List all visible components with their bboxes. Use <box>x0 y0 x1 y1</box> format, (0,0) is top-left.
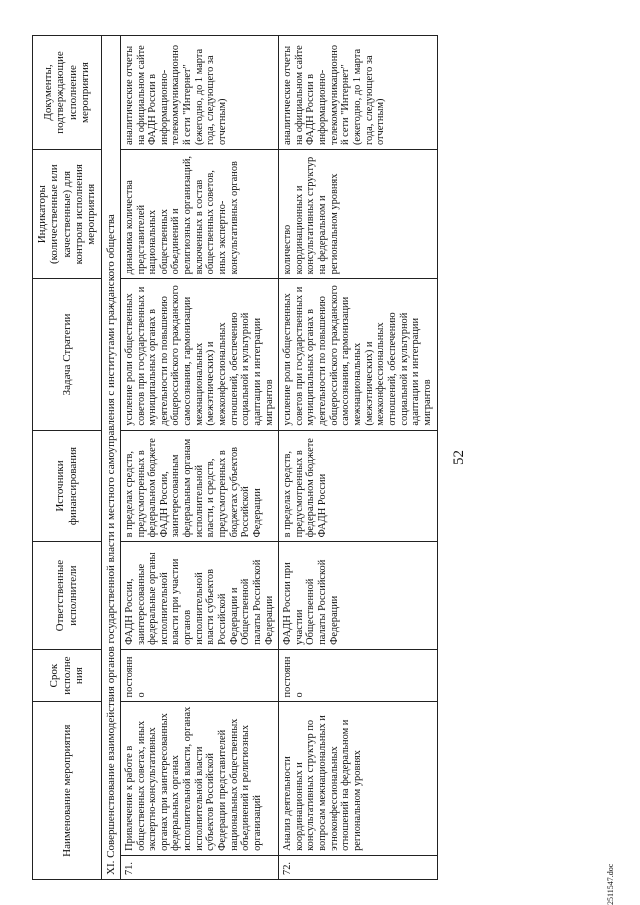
measure-responsible: ФАДН России, заинтересованные федеральные органы исполнительной власти при участии органов исполнительной власти субъектов Российской Федерации и Общественной палаты Российской Федерации <box>120 542 278 649</box>
header-task: Задача Стратегии <box>33 279 102 430</box>
document-code: 2511547.doc <box>606 863 615 905</box>
measure-financing: в пределах средств, предусмотренных в федеральном бюджете ФАДН России, заинтересованным федеральным органам исполнительной власти, и средств, предусмотренных в бюджетах субъектов Российской Федерации <box>120 430 278 542</box>
section-row <box>101 36 120 880</box>
header-responsible: Ответственные исполнители <box>33 542 102 649</box>
measure-documents: аналитические отчеты на официальном сайте ФАДН России в информационно-телекоммуникационной сети "Интернет" (ежегодно, до 1 марта года, следующего за отчетным) <box>120 36 278 150</box>
measure-responsible: ФАДН России при участии Общественной палаты Российской Федерации <box>279 542 437 649</box>
measure-financing: в пределах средств, предусмотренных в федеральном бюджете ФАДН России <box>279 430 437 542</box>
measure-name: Привлечение к работе в общественных советах, иных экспертно-консультативных органах при заинтересованных федеральных органах исполнительной власти, органах исполнительной власти субъектов Российской Федерации представителей национальных общественных объединений и религиозных организаций <box>120 702 278 855</box>
measure-task: усиление роли общественных советов при государственных и муниципальных органах в деятельности по повышению общероссийского гражданского самосознания, гармонизации межнациональных (межэтнических) и межконфессиональных отношений, обеспечению социальной и культурной адаптации и интеграции мигрантов <box>279 279 437 430</box>
table-row <box>279 36 437 880</box>
section-title: XI. Совершенствование взаимодействия органов государственной власти и местного самоуправления с институтами гражданского общества <box>101 36 120 880</box>
measure-term: постоянно <box>120 649 278 702</box>
measure-documents: аналитические отчеты на официальном сайте ФАДН России в информационно-телекоммуникационной сети "Интернет" (ежегодно, до 1 марта года, следующего за отчетным) <box>279 36 437 150</box>
page-number: 52 <box>451 450 467 465</box>
measure-indicators: количество координационных и консультативных структур на федеральном и региональном уровнях <box>279 150 437 279</box>
table-header-row <box>33 36 102 880</box>
header-financing: Источники финансирования <box>33 430 102 542</box>
measures-table <box>32 35 438 880</box>
measure-term: постоянно <box>279 649 437 702</box>
measure-task: усиление роли общественных советов при государственных и муниципальных органах в деятельности по повышению общероссийского гражданского самосознания, гармонизации межнациональных (межэтнических) и межконфессиональных отношений, обеспечению социальной и культурной адаптации и интеграции мигрантов <box>120 279 278 430</box>
header-term: Срок исполнения <box>33 649 102 702</box>
header-documents: Документы, подтверждающие исполнение мероприятия <box>33 36 102 150</box>
header-indicators: Индикаторы (количественные или качественные) для контроля исполнения мероприятия <box>33 150 102 279</box>
measure-name: Анализ деятельности координационных и консультативных структур по вопросам межнациональных и этноконфессиональных отношений на федеральном и региональном уровнях <box>279 702 437 855</box>
measure-indicators: динамика количества представителей национальных общественных объединений и религиозных организаций, включенных в состав общественных советов, иных экспертно-консультативных органов <box>120 150 278 279</box>
row-number: 72. <box>279 855 437 879</box>
header-name: Наименование мероприятия <box>33 702 102 880</box>
table-row <box>120 36 278 880</box>
row-number: 71. <box>120 855 278 879</box>
